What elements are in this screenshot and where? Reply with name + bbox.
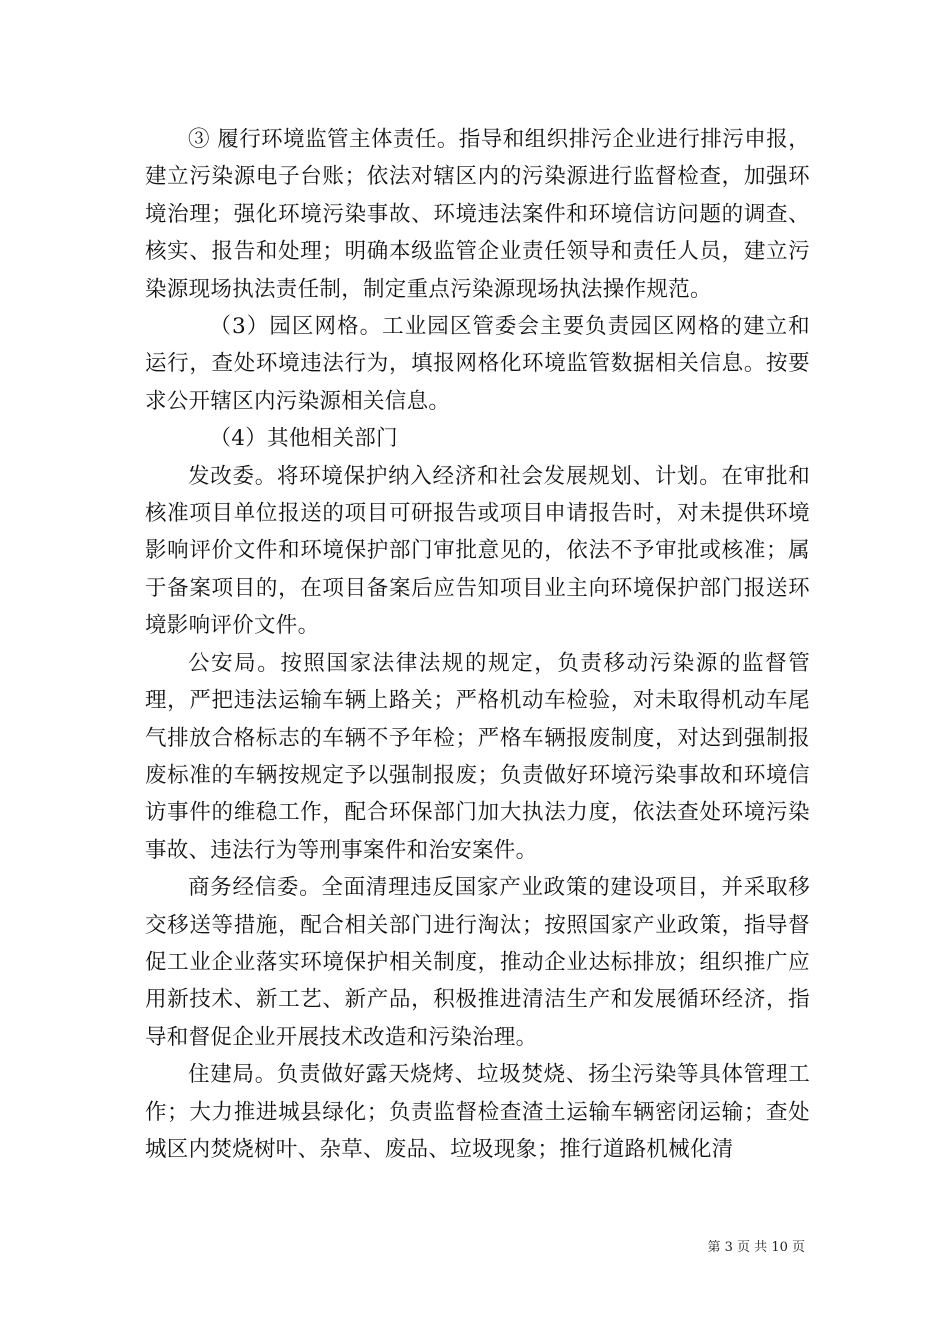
document-body <box>145 121 810 1168</box>
paragraph-other-departments-heading: （4）其他相关部门 <box>209 426 398 452</box>
paragraph-housing-construction-bureau: 住建局。负责做好露天烧烤、垃圾焚烧、扬尘污染等具体管理工作；大力推进城县绿化；负责监督检查渣土运输车辆密闭运输；查处城区内焚烧树叶、杂草、废品、垃圾现象；推行道路机械化清 <box>145 1062 810 1162</box>
paragraph-environmental-supervision-duty: ③ 履行环境监管主体责任。指导和组织排污企业进行排污申报，建立污染源电子台账；依法对辖区内的污染源进行监督检查，加强环境治理；强化环境污染事故、环境违法案件和环境信访问题的调查、核实、报告和处理；明确本级监管企业责任领导和责任人员，建立污染源现场执法责任制，制定重点污染源现场执法操作规范。 <box>145 127 810 302</box>
page-number-footer: 第 3 页 共 10 页 <box>707 1240 805 1255</box>
paragraph-public-security-bureau: 公安局。按照国家法律法规的规定，负责移动污染源的监督管理，严把违法运输车辆上路关；严格机动车检验，对未取得机动车尾气排放合格标志的车辆不予年检；严格车辆报废制度，对达到强制报废标准的车辆按规定予以强制报废；负责做好环境污染事故和环境信访事件的维稳工作，配合环保部门加大执法力度，依法查处环境污染事故、违法行为等刑事案件和治安案件。 <box>145 650 810 863</box>
paragraph-development-reform-commission: 发改委。将环境保护纳入经济和社会发展规划、计划。在审批和核准项目单位报送的项目可研报告或项目申请报告时，对未提供环境影响评价文件和环境保护部门审批意见的，依法不予审批或核准；属于备案项目的，在项目备案后应告知项目业主向环境保护部门报送环境影响评价文件。 <box>145 463 810 639</box>
paragraph-park-grid: （3）园区网格。工业园区管委会主要负责园区网格的建立和运行，查处环境违法行为，填报网格化环境监管数据相关信息。按要求公开辖区内污染源相关信息。 <box>145 314 810 414</box>
paragraph-commerce-economic-commission: 商务经信委。全面清理违反国家产业政策的建设项目，并采取移交移送等措施，配合相关部门进行淘汰；按照国家产业政策，指导督促工业企业落实环境保护相关制度，推动企业达标排放；组织推广应用新技术、新工艺、新产品，积极推进清洁生产和发展循环经济，指导和督促企业开展技术改造和污染治理。 <box>145 875 810 1050</box>
